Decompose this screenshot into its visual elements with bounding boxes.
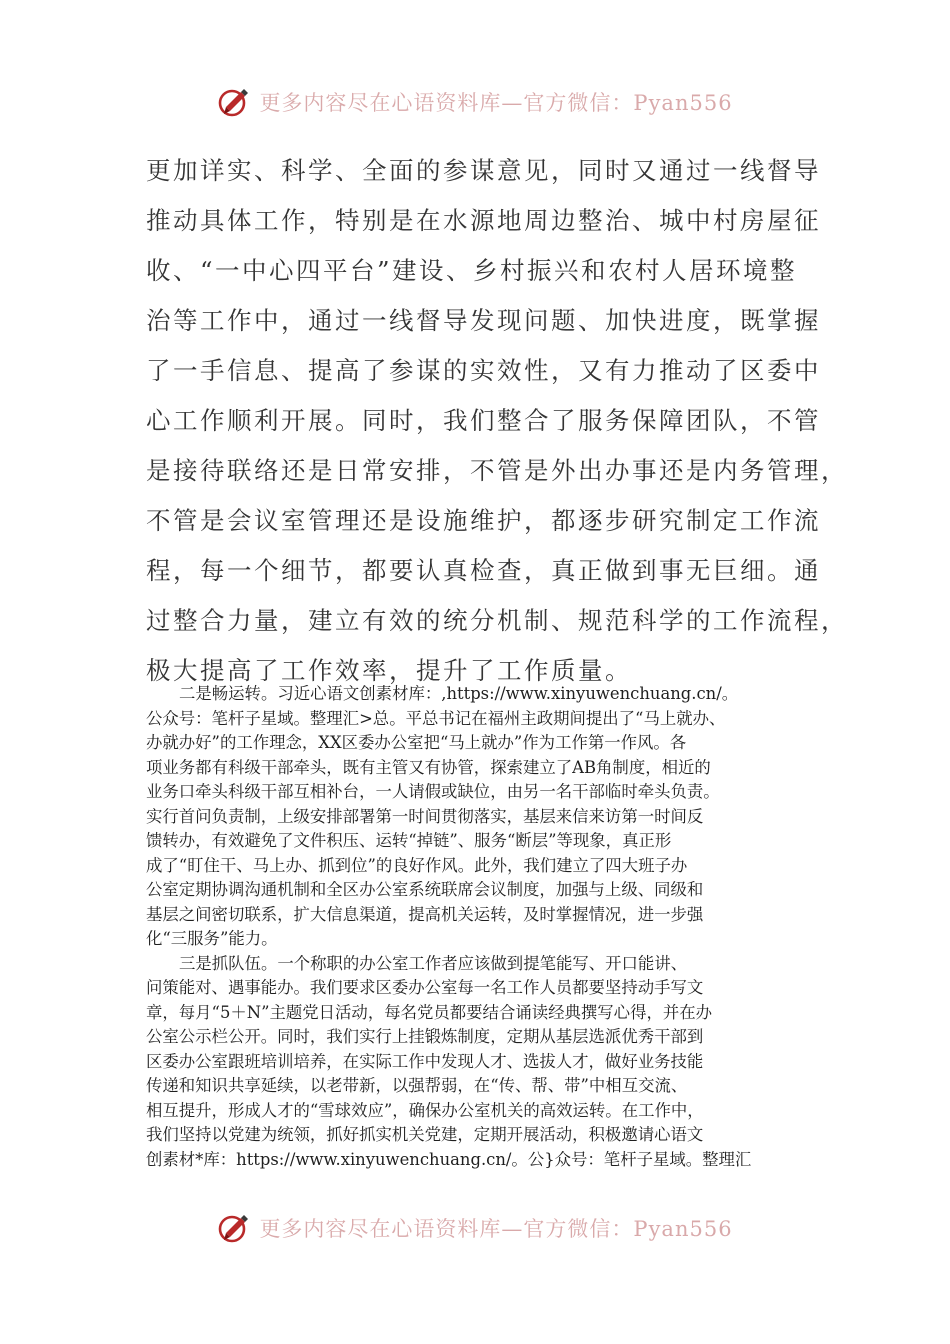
text-line: 公众号：笔杆子星域。整理汇>总。平总书记在福州主政期间提出了“马上就办、: [146, 708, 726, 728]
text-line: 我们坚持以党建为统领，抓好抓实机关党建，定期开展活动，积极邀请心语文: [146, 1125, 704, 1144]
pen-logo-icon: [217, 1211, 251, 1245]
text-line: 传递和知识共享延续，以老带新，以强帮弱，在“传、帮、带”中相互交流、: [146, 1076, 688, 1095]
text-line: 业务口牵头科级干部互相补台，一人请假或缺位，由另一名干部临时牵头负责。: [146, 782, 720, 801]
text-line: 收、“一中心四平台”建设、乡村振兴和农村人居环境整: [146, 256, 798, 285]
text-line: 成了“盯住干、马上办、抓到位”的良好作风。此外，我们建立了四大班子办: [146, 855, 688, 875]
text-line: 办就办好”的工作理念，XX区委办公室把“马上就办”作为工作第一作风。各: [146, 733, 687, 752]
text-line: 章，每月“5＋N”主题党日活动，每名党员都要结合诵读经典撰写心得，并在办: [146, 1002, 713, 1022]
text-line: 是接待联络还是日常安排，不管是外出办事还是内务管理，: [146, 456, 848, 485]
text-line: 公室公示栏公开。同时，我们实行上挂锻炼制度，定期从基层选派优秀干部到: [146, 1027, 704, 1046]
text-line: 实行首问负责制，上级安排部署第一时间贯彻落实，基层来信来访第一时间反: [146, 806, 704, 826]
text-line: 程，每一个细节，都要认真检查，真正做到事无巨细。通: [146, 556, 821, 585]
text-line: 极大提高了工作效率，提升了工作质量。: [146, 656, 632, 685]
watermark-text: 更多内容尽在心语资料库—官方微信：Pyan556: [259, 91, 733, 115]
pen-logo-icon: [217, 85, 251, 119]
paragraph-2-first-line: 二是畅运转。习近心语文创素材库：,https://www.xinyuwenchuang.cn/。: [179, 684, 739, 703]
text-line: 基层之间密切联系，扩大信息渠道，提高机关运转，及时掌握情况，进一步强: [146, 904, 704, 924]
text-line: 心工作顺利开展。同时，我们整合了服务保障团队，不管: [146, 406, 821, 435]
small-text-block: [146, 682, 806, 1172]
text-line: 创素材*库：https://www.xinyuwenchuang.cn/。公}众号：笔杆子星域。整理汇: [146, 1149, 752, 1169]
text-line: 推动具体工作，特别是在水源地周边整治、城中村房屋征: [146, 206, 821, 235]
text-line: 不管是会议室管理还是设施维护，都逐步研究制定工作流: [146, 506, 821, 535]
footer-watermark: [0, 1208, 950, 1248]
text-line: 项业务都有科级干部牵头，既有主管又有协管，探索建立了AB角制度，相近的: [146, 757, 711, 777]
header-watermark: [0, 82, 950, 122]
text-line: 更加详实、科学、全面的参谋意见，同时又通过一线督导: [146, 156, 821, 185]
large-text-block: [146, 146, 848, 696]
paragraph-3-first-line: 三是抓队伍。一个称职的办公室工作者应该做到提笔能写、开口能讲、: [179, 953, 688, 973]
text-line: 过整合力量，建立有效的统分机制、规范科学的工作流程，: [146, 606, 848, 635]
text-line: 公室定期协调沟通机制和全区办公室系统联席会议制度，加强与上级、同级和: [146, 880, 704, 899]
text-line: 馈转办，有效避免了文件积压、运转“掉链”、服务“断层”等现象，真正形: [146, 831, 672, 850]
text-line: 问策能对、遇事能办。我们要求区委办公室每一名工作人员都要坚持动手写文: [146, 978, 704, 997]
text-line: 区委办公室跟班培训培养，在实际工作中发现人才、选拔人才，做好业务技能: [146, 1051, 704, 1071]
text-line: 化“三服务”能力。: [146, 929, 278, 948]
watermark-text: 更多内容尽在心语资料库—官方微信：Pyan556: [259, 1217, 733, 1241]
text-line: 治等工作中，通过一线督导发现问题、加快进度，既掌握: [146, 306, 821, 335]
text-line: 了一手信息、提高了参谋的实效性，又有力推动了区委中: [146, 356, 821, 385]
text-line: 相互提升，形成人才的“雪球效应”，确保办公室机关的高效运转。在工作中，: [146, 1100, 704, 1120]
